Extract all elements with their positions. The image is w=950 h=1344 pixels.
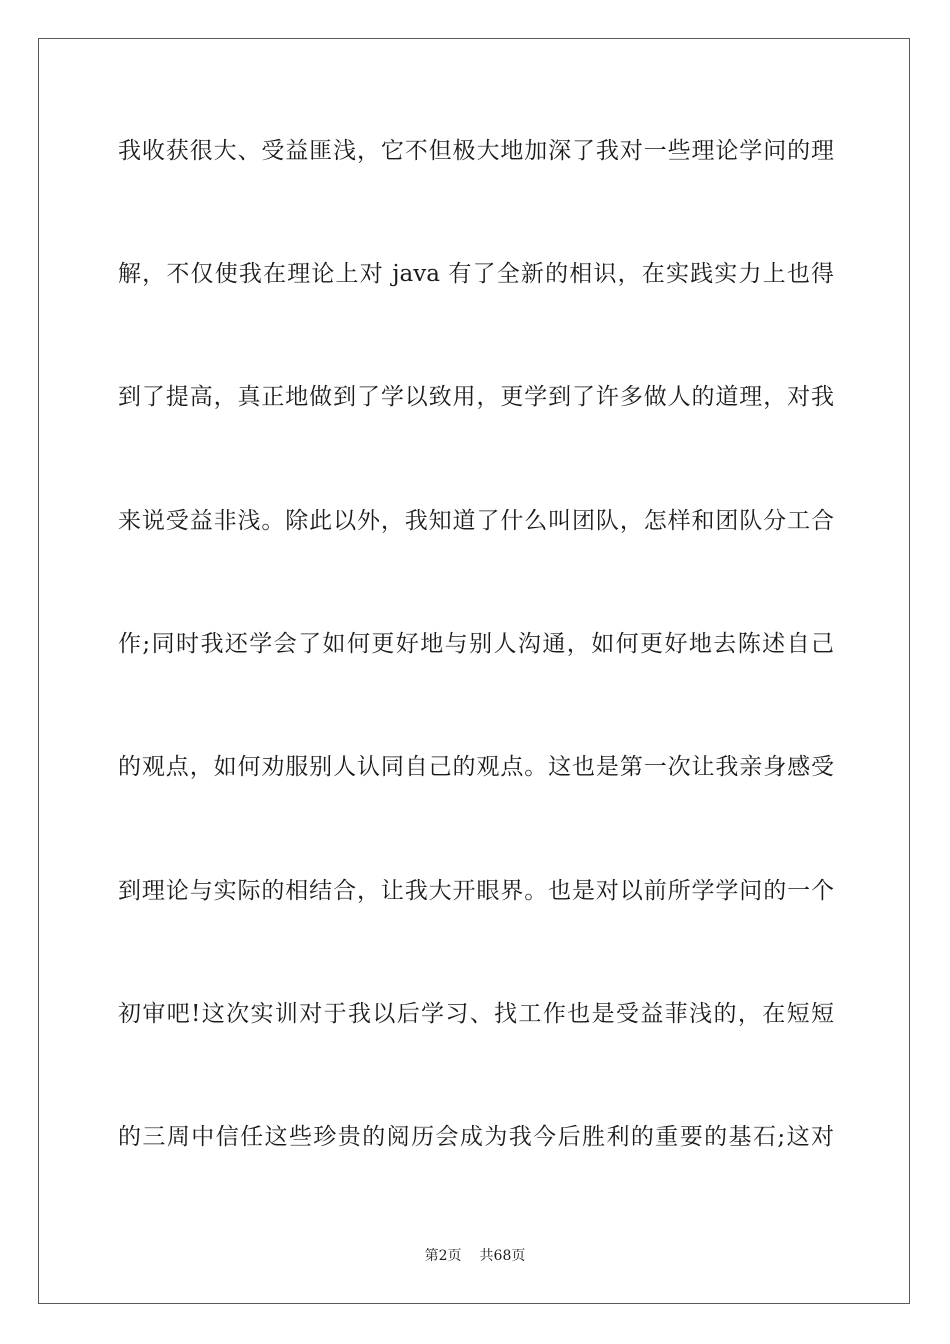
text-line: 我收获很大、受益匪浅，它不但极大地加深了我对一些理论学问的理 — [118, 138, 834, 164]
page-footer — [0, 1246, 950, 1266]
text-line: 作;同时我还学会了如何更好地与别人沟通，如何更好地去陈述自己 — [118, 631, 834, 657]
text-line: 初审吧!这次实训对于我以后学习、找工作也是受益菲浅的，在短短 — [118, 1001, 834, 1027]
text-line: 的三周中信任这些珍贵的阅历会成为我今后胜利的重要的基石;这对 — [118, 1124, 834, 1150]
page-border — [38, 38, 910, 1304]
text-line: 到理论与实际的相结合，让我大开眼界。也是对以前所学学问的一个 — [118, 878, 834, 904]
total-page-count: 共68页 — [479, 1248, 526, 1264]
text-line: 的观点，如何劝服别人认同自己的观点。这也是第一次让我亲身感受 — [118, 754, 834, 780]
text-line: 来说受益非浅。除此以外，我知道了什么叫团队，怎样和团队分工合 — [118, 508, 834, 534]
text-line: 到了提高，真正地做到了学以致用，更学到了许多做人的道理，对我 — [118, 384, 834, 410]
current-page-number: 第2页 — [424, 1248, 462, 1264]
text-line: 解，不仅使我在理论上对 java 有了全新的相识，在实践实力上也得 — [118, 261, 834, 287]
